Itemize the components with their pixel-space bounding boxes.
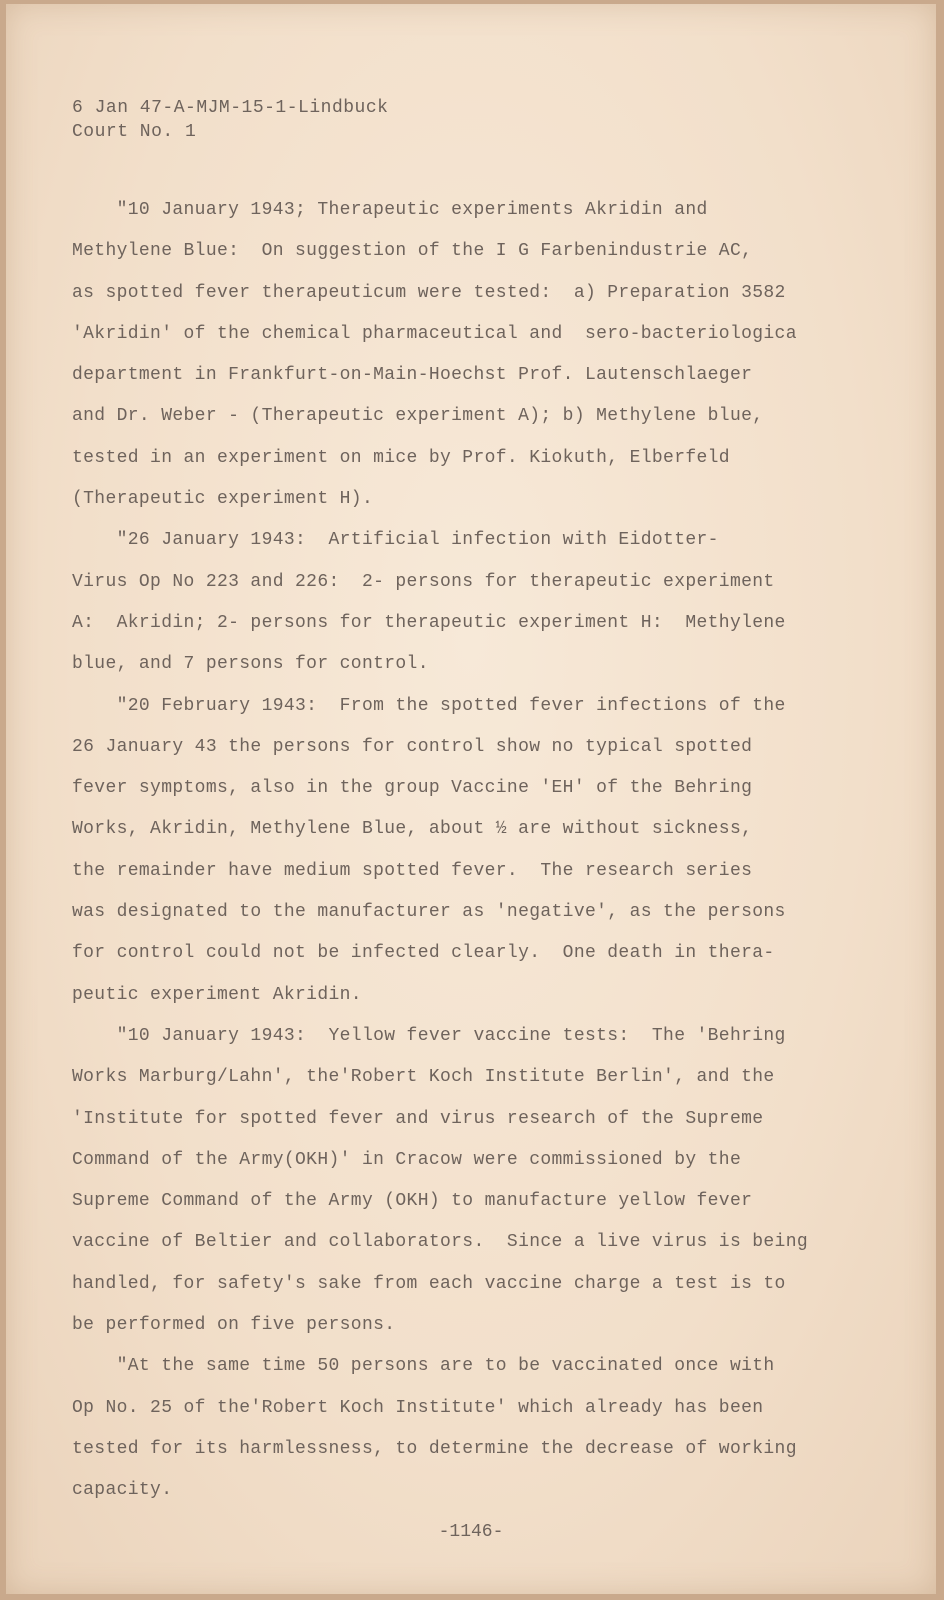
text-line: capacity. [72,1480,173,1501]
text-line: as spotted fever therapeuticum were tested: a) Preparation 3582 [72,282,786,303]
text-line: Supreme Command of the Army (OKH) to manufacture yellow fever [72,1191,753,1212]
text-line: tested for its harmlessness, to determine the decrease of working [72,1438,797,1459]
paragraph-vaccination-capacity [72,1346,892,1511]
text-line: Virus Op No 223 and 226: 2- persons for therapeutic experiment [72,571,775,592]
text-line: 'Akridin' of the chemical pharmaceutical and sero-bacteriologica [72,323,797,344]
text-line: Command of the Army(OKH)' in Cracow were commissioned by the [72,1149,742,1170]
text-line: (Therapeutic experiment H). [72,489,374,510]
text-line: Op No. 25 of the'Robert Koch Institute' which already has been [72,1397,764,1418]
page-number: -1146- [438,1522,504,1542]
text-line: the remainder have medium spotted fever. The research series [72,860,753,881]
text-line: Methylene Blue: On suggestion of the I G Farbenindustrie AC, [72,241,753,262]
text-line: be performed on five persons. [72,1315,396,1336]
text-line: "At the same time 50 persons are to be vaccinated once with [72,1356,775,1377]
paragraph-yellow-fever-tests [72,1016,892,1346]
paragraph-therapeutic-experiments [72,190,892,520]
text-line: tested in an experiment on mice by Prof. Kiokuth, Elberfeld [72,447,730,468]
text-line: 26 January 43 the persons for control show no typical spotted [72,736,753,757]
document-body [72,190,892,1512]
paragraph-artificial-infection [72,520,892,685]
text-line: "10 January 1943; Therapeutic experiments Akridin and [72,200,708,220]
text-line: "10 January 1943: Yellow fever vaccine tests: The 'Behring [72,1025,786,1046]
text-line: for control could not be infected clearly. One death in thera- [72,943,775,964]
text-line: Works Marburg/Lahn', the'Robert Koch Institute Berlin', and the [72,1067,775,1088]
header-reference-line: 6 Jan 47-A-MJM-15-1-Lindbuck [72,98,389,118]
text-line: fever symptoms, also in the group Vaccine 'EH' of the Behring [72,778,753,799]
document-page [6,4,936,1594]
text-line: 'Institute for spotted fever and virus research of the Supreme [72,1108,764,1129]
document-header [72,96,388,144]
header-court-line: Court No. 1 [72,122,197,142]
text-line: blue, and 7 persons for control. [72,654,429,675]
text-line: A: Akridin; 2- persons for therapeutic experiment H: Methylene [72,612,786,633]
text-line: peutic experiment Akridin. [72,984,362,1005]
text-line: "26 January 1943: Artificial infection with Eidotter- [72,530,719,551]
text-line: vaccine of Beltier and collaborators. Since a live virus is being [72,1232,809,1253]
text-line: "20 February 1943: From the spotted fever infections of the [72,695,786,716]
text-line: Works, Akridin, Methylene Blue, about ½ are without sickness, [72,819,753,840]
text-line: was designated to the manufacturer as 'negative', as the persons [72,902,786,923]
text-line: and Dr. Weber - (Therapeutic experiment A); b) Methylene blue, [72,406,764,427]
paragraph-spotted-fever-results [72,686,892,1016]
text-line: department in Frankfurt-on-Main-Hoechst Prof. Lautenschlaeger [72,365,753,386]
text-line: handled, for safety's sake from each vaccine charge a test is to [72,1273,786,1294]
